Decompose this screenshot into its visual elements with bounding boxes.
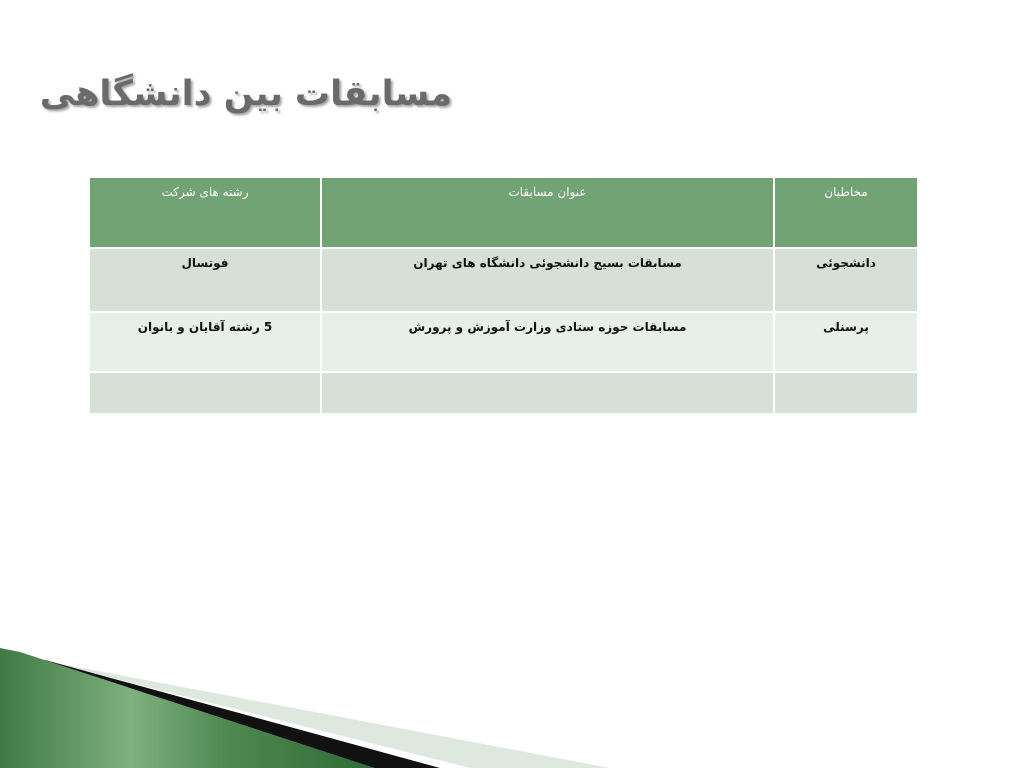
table-row	[89, 248, 918, 312]
cell-competition-title	[321, 372, 774, 414]
green-wedge	[0, 648, 375, 768]
table-row	[89, 312, 918, 372]
cell-competition-title: مسابقات حوزه ستادی وزارت آموزش و پرورش	[321, 312, 774, 372]
slide-title: مسابقات بین دانشگاهی	[39, 74, 452, 114]
cell-audience	[774, 372, 918, 414]
cell-audience: دانشجوئی	[774, 248, 918, 312]
cell-audience: پرسنلی	[774, 312, 918, 372]
corner-decoration	[0, 640, 1024, 768]
competitions-table	[88, 176, 919, 415]
cell-fields: فوتسال	[89, 248, 321, 312]
table-header-row	[89, 177, 918, 248]
header-competition-title: عنوان مسابقات	[321, 177, 774, 248]
header-fields: رشته های شرکت	[89, 177, 321, 248]
cell-fields: 5 رشته آقایان و بانوان	[89, 312, 321, 372]
header-audience: مخاطبان	[774, 177, 918, 248]
cell-fields	[89, 372, 321, 414]
cell-competition-title: مسابقات بسیج دانشجوئی دانشگاه های تهران	[321, 248, 774, 312]
table-row	[89, 372, 918, 414]
